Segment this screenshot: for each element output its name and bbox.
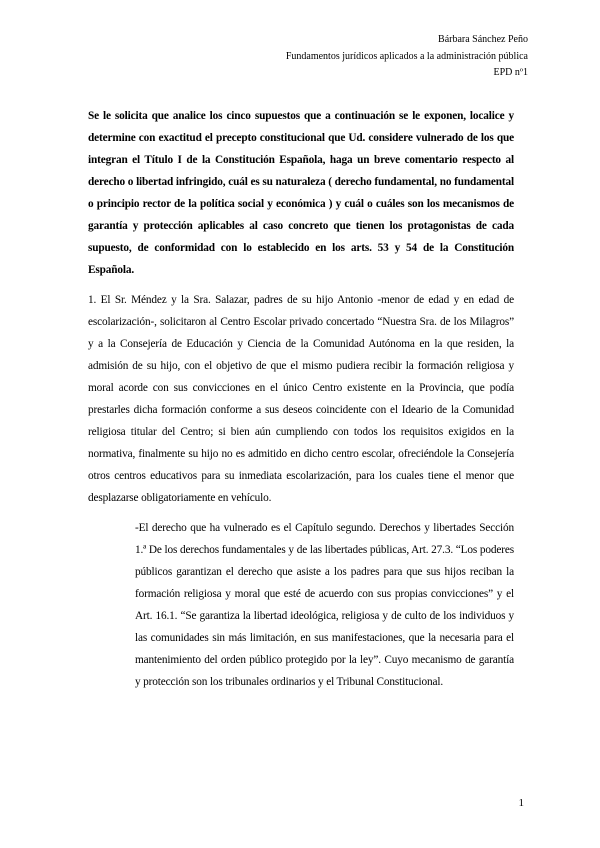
header-author: Bárbara Sánchez Peño xyxy=(438,34,528,45)
case-1-paragraph: 1. El Sr. Méndez y la Sra. Salazar, padres de su hijo Antonio -menor de edad y en edad de escolarización-, solicitaron al Centro Escolar privado concertado “Nuestra Sra. de los Milagros” y a la Consejería de Educación y Ciencia de la Comunidad Autónoma en la que residen, la admisión de su hijo, con el objetivo de que el mismo pudiera recibir la formación religiosa y moral acorde con sus convicciones en el único Centro existente en la Provincia, que podía prestarles dicha formación conforme a sus deseos coincidente con el Ideario de la Comunidad religiosa titular del Centro; si bien aún cumpliendo con todos los requisitos exigidos en la normativa, finalmente su hijo no es admitido en dicho centro escolar, ofreciéndole la Consejería otros centros educativos para su inmediata escolarización, para los cuales tiene el menor que desplazarse obligatoriamente en vehículo. xyxy=(88,294,514,504)
page-number: 1 xyxy=(518,797,524,809)
instructions-paragraph: Se le solicita que analice los cinco supuestos que a continuación se le exponen, localice y determine con exactitud el precepto constitucional que Ud. considere vulnerado de los que integran el Título I de la Constitución Española, haga un breve comentario respecto al derecho o libertad infringido, cuál es su naturaleza ( derecho fundamental, no fundamental o principio rector de la política social y económica ) y cuál o cuáles son los mecanismos de garantía y protección aplicables al caso concreto que tienen los protagonistas de cada supuesto, de conformidad con lo establecido en los arts. 53 y 54 de la Constitución Española. xyxy=(88,110,514,276)
header-exercise: EPD nº1 xyxy=(493,67,528,78)
case-1-answer-paragraph: -El derecho que ha vulnerado es el Capítulo segundo. Derechos y libertades Sección 1.ª De los derechos fundamentales y de las libertades públicas, Art. 27.3. “Los poderes públicos garantizan el derecho que asiste a los padres para que sus hijos reciban la formación religiosa y moral que esté de acuerdo con sus propias convicciones” y el Art. 16.1. “Se garantiza la libertad ideológica, religiosa y de culto de los individuos y las comunidades sin más limitación, en sus manifestaciones, que la necesaria para el mantenimiento del orden público protegido por la ley”. Cuyo mecanismo de garantía y protección son los tribunales ordinarios y el Tribunal Constitucional. xyxy=(135,522,514,688)
page-header xyxy=(286,32,528,82)
header-subject: Fundamentos jurídicos aplicados a la administración pública xyxy=(285,50,528,62)
